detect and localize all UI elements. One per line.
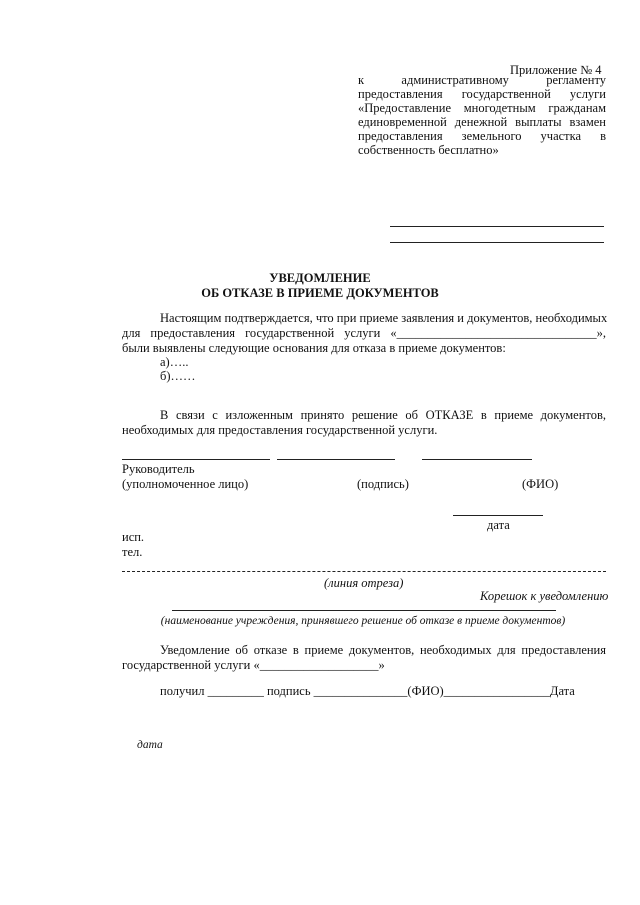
addressee-line-1 xyxy=(390,226,604,227)
signature-sign-label: (подпись) xyxy=(357,477,409,491)
body-p1-line-3: были выявлены следующие основания для отказа в приеме документов: xyxy=(122,341,506,355)
appendix-line-3: «Предоставление многодетным гражданам xyxy=(358,101,606,115)
signature-head: Руководитель xyxy=(122,462,195,476)
body-p2-line-1: В связи с изложенным принято решение об ОТКАЗЕ в приеме документов, xyxy=(160,408,606,422)
date-line xyxy=(453,515,543,516)
stub-notice-line-1: Уведомление об отказе в приеме документов, необходимых для предоставления xyxy=(160,643,606,657)
signature-line-fio xyxy=(422,459,532,460)
phone-label: тел. xyxy=(122,545,143,559)
stub-date-label: дата xyxy=(137,739,163,751)
heading-line-2: ОБ ОТКАЗЕ В ПРИЕМЕ ДОКУМЕНТОВ xyxy=(201,286,439,300)
heading-line-1: УВЕДОМЛЕНИЕ xyxy=(269,271,371,285)
appendix-line-5: предоставления земельного участка в xyxy=(358,129,606,143)
body-p1-line-2: для предоставления государственной услуги «________________________________», xyxy=(122,326,606,340)
cut-line-label: (линия отреза) xyxy=(324,576,404,590)
item-b: б)…… xyxy=(160,369,196,383)
date-label: дата xyxy=(487,518,510,532)
body-p2-line-2: необходимых для предоставления государственной услуги. xyxy=(122,423,438,437)
signature-fio-label: (ФИО) xyxy=(522,477,559,491)
institution-caption: (наименование учреждения, принявшего решение об отказе в приеме документов) xyxy=(160,615,566,627)
appendix-line-1: к административному регламенту xyxy=(358,73,606,87)
signature-authorized: (уполномоченное лицо) xyxy=(122,477,249,491)
appendix-line-6: собственность бесплатно» xyxy=(358,143,499,157)
signature-line-position xyxy=(122,459,270,460)
signature-line-sign xyxy=(277,459,395,460)
received-row: получил _________ подпись _______________(ФИО)_________________Дата xyxy=(160,684,575,698)
cut-line xyxy=(122,571,606,572)
addressee-line-2 xyxy=(390,242,604,243)
body-p1-line-1: Настоящим подтверждается, что при приеме заявления и документов, необходимых xyxy=(160,311,608,325)
institution-line xyxy=(172,610,556,611)
appendix-line-4: единовременной денежной выплаты взамен xyxy=(358,115,606,129)
item-a: а)….. xyxy=(160,355,189,369)
appendix-title: Приложение № 4 xyxy=(510,63,602,77)
executor-label: исп. xyxy=(122,530,145,544)
appendix-line-2: предоставления государственной услуги xyxy=(358,87,606,101)
stub-notice-line-2: государственной услуги «___________________» xyxy=(122,658,385,672)
stub-title: Корешок к уведомлению xyxy=(480,589,609,603)
